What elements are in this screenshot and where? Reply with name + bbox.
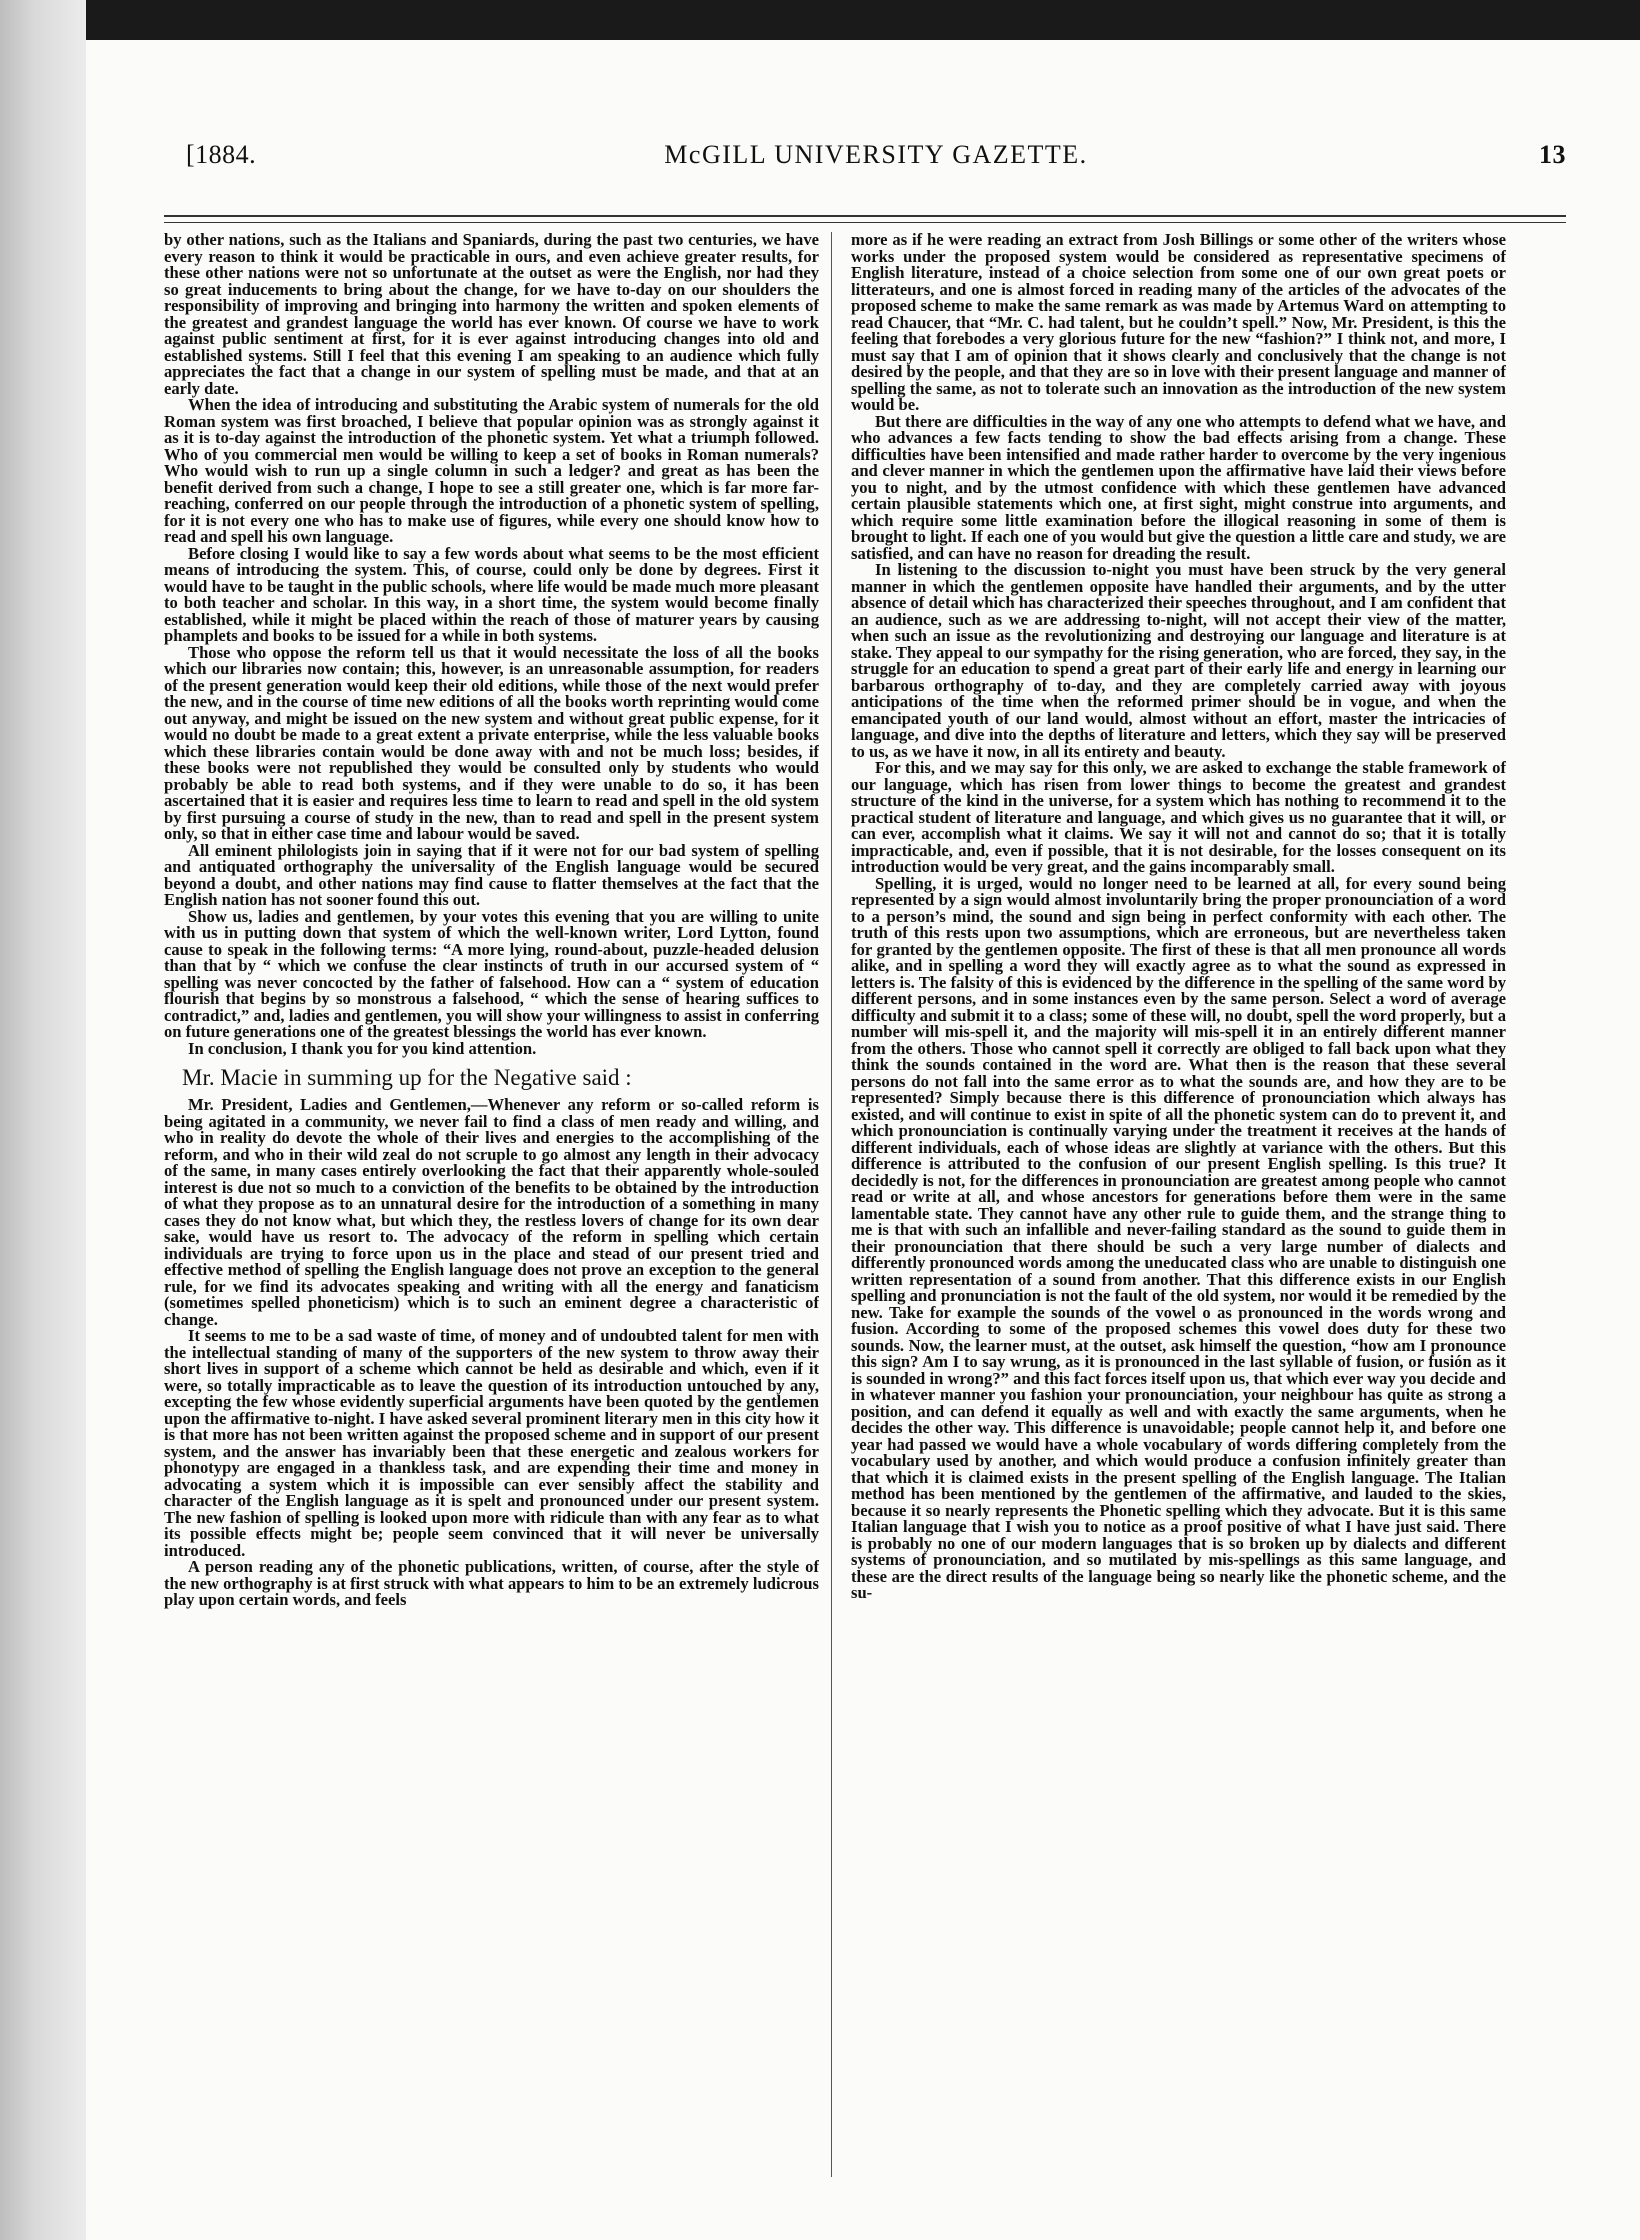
paragraph: In conclusion, I thank you for you kind attention. bbox=[188, 1038, 537, 1058]
paragraph: All eminent philologists join in saying that if it were not for our bad system of spelling and antiquated orthography the universality of the English language would be secured beyond a doubt, and other nations may find cause to flatter themselves at the fact that the English nation has not sooner found this out. bbox=[164, 840, 819, 909]
adjacent-page-edge bbox=[0, 0, 86, 2240]
paragraph: When the idea of introducing and substituting the Arabic system of numerals for the old Roman system was first broached, I believe that popular opinion was as strongly against it as it is to-day against the introduction of the phonetic system. Yet what a triumph followed. Who of you commercial men would be willing to keep a set of books in Roman numerals? Who would wish to run up a single column in such a ledger? and great as has been the benefit derived from such a change, I hope to see a still greater one, which is far more far-reaching, conferred on our people through the introduction of a phonetic system of spelling, for it is not every one who has to make use of figures, while every one should know how to read and spell his own language. bbox=[164, 395, 819, 546]
paragraph: Those who oppose the reform tell us that it would necessitate the loss of all the books which our libraries now contain; this, however, is an unreasonable assumption, for readers of the present generation would keep their old editions, while those of the next would prefer the new, and in the course of time new editions of all the books worth reprinting would come out anyway, and might be issued on the new system and without great public expense, for it would no doubt be made to a great extent a private enterprise, while the less valuable books which these libraries contain would be done away with and not be much loss; besides, if these books were not republished they would be consulted only by students who would probably be able to read both systems, and if they were unable to do so, it has been ascertained that it is easier and requires less time to learn to read and spell in the old system by first pursuing a course of study in the new, than to read and spell in the present system only, so that in either case time and labour would be saved. bbox=[164, 642, 819, 843]
gazette-page bbox=[86, 40, 1640, 2240]
column-divider bbox=[831, 232, 832, 2177]
paragraph: more as if he were reading an extract from Josh Billings or some other of the writers whose works under the proposed system would be considered as representative specimens of English literature, instead of a choice selection from some one of our own great poets or litterateurs, and one is almost forced in reading many of the articles of the advocates of the proposed scheme to make the same remark as was made by Artemus Ward on attempting to read Chaucer, that “Mr. C. had talent, but he couldn’t spell.” Now, Mr. President, is this the feeling that forebodes a very glorious future for the new “fashion?” I think not, and more, I must say that I am of opinion that it shows clearly and conclusively that the change is not desired by the people, and that they are so in love with their present language and manner of spelling the same, as not to tolerate such an innovation as the introduction of the new system would be. bbox=[851, 232, 1506, 414]
header-title: McGILL UNIVERSITY GAZETTE. bbox=[664, 140, 1088, 169]
header-year: [1884. bbox=[186, 140, 257, 169]
header-rule-thin bbox=[164, 222, 1566, 223]
paragraph: Spelling, it is urged, would no longer need to be learned at all, for every sound being represented by a sign would almost involuntarily bring the proper pronounciation of a word to a person’s mind, the sound and sign being in perfect conformity with each other. The truth of this rests upon two assumptions, which are erroneous, but are nevertheless taken for granted by the gentlemen opposite. The first of these is that all men pronounce all words alike, and in spelling a word they will exactly agree as to what the sound as expressed in letters is. The falsity of this is evidenced by the difference in the spelling of the same word by different persons, and in some instances even by the same person. Select a word of average difficulty and submit it to a class; some of these will, no doubt, spell the word properly, but a number will mis-spell it, and the majority will mis-spell it in an entirely different manner from the others. Those who cannot spell it correctly are obliged to fall back upon what they think the sounds contained in the word are. What then is the reason that these several persons do not fall into the same error as to what the sounds are, and how they are to be represented? Simply because there is this difference of pronounciation which always has existed, and will continue to exist in spite of all the phonetic system can do to prevent it, and which pronounciation is continually varying under the treatment it receives at the hands of different individuals, each of whose ideas are slightly at variance with the others. But this difference is attributed to the confusion of our present English spelling. Is this true? It decidedly is not, for the differences in pronounciation are greatest among people who cannot read or write at all, and whose ancestors for generations before them were in the same lamentable state. They cannot have any other rule to guide them, and the strange thing to me is that with such an infallible and never-failing standard as the sound to guide them in their pronounciation that there should be such a very large number of dialects and differently pronounced words among the uneducated class who are unable to distinguish one written representation of a sound from another. That this difference exists in our English spelling and pronunciation is not the fault of the old system, nor would it be remedied by the new. Take for example the sounds of the vowel o as pronounced in the words wrong and fusion. According to some of the proposed schemes this vowel does duty for these two sounds. Now, the learner must, at the outset, ask himself the question, “how am I pronounce this sign? Am I to say wrung, as it is pronounced in the last syllable of fusion, or fusión as it is sounded in wrong?” and this fact forces itself upon us, that which ever way you decide and in whatever manner you fashion your pronounciation, your neighbour has quite as strong a position, and can defend it equally as well and with exactly the same arguments, when he decides the other way. This difference is unavoidable; people cannot help it, and before one year had passed we would have a whole vocabulary of words differing completely from the vocabulary used by another, and which would produce a confusion infinitely greater than that which it is claimed exists in the present spelling of the English language. The Italian method has been mentioned by the gentlemen of the affirmative, and lauded to the skies, because it so nearly represents the Phonetic spelling which they advocate. But it is this same Italian language that I wish you to notice as a proof positive of what I have just said. There is probably no one of our modern languages that is so broken up by dialects and different systems of pronounciation, and so mutilated by mis-spellings as this same language, and these are the direct results of the language being so nearly like the phonetic scheme, and the su- bbox=[851, 873, 1506, 1602]
paragraph: Before closing I would like to say a few words about what seems to be the most efficient means of introducing the system. This, of course, could only be done by degrees. First it would have to be taught in the public schools, where life would be made much more pleasant to both teacher and scholar. In this way, in a short time, the system would become finally established, while it might be placed within the reach of those of maturer years by causing phamplets and books to be issued for a while in both systems. bbox=[164, 543, 819, 645]
right-column bbox=[851, 232, 1506, 2177]
paragraph: A person reading any of the phonetic publications, written, of course, after the style of the new orthography is at first struck with what appears to him to be an extremely ludicrous play upon certain words, and feels bbox=[164, 1557, 819, 1609]
page-number: 13 bbox=[1539, 140, 1566, 169]
paragraph: For this, and we may say for this only, we are asked to exchange the stable framework of our language, which has risen from lower things to become the greatest and grandest structure of the kind in the universe, for a system which has nothing to recommend it to the practical student of literature and language, and which gives us no guarantee that it will, or can ever, accomplish what it claims. We say it will not and cannot do so; that it is totally impracticable, and, even if possible, that it is not desirable, for the losses consequent on its introduction would be very great, and the gains incomparably small. bbox=[851, 758, 1506, 876]
page-header bbox=[186, 140, 1566, 190]
paragraph: It seems to me to be a sad waste of time, of money and of undoubted talent for men with the intellectual standing of many of the supporters of the new system to throw away their short lives in support of a scheme which cannot be held as desirable and which, even if it were, so totally impracticable as to leave the question of its introduction untouched by any, excepting the few whose evidently superficial arguments have been quoted by the gentlemen upon the affirmative to-night. I have asked several prominent literary men in this city how it is that more has not been written against the proposed scheme and in support of our present system, and the answer has invariably been that these energetic and zealous workers for phonotypy are engaged in a thankless task, and are expending their time and money in advocating a system which it is impossible can ever sensibly affect the stability and character of the English language as it is spelt and pronounced under our present system. The new fashion of spelling is looked upon more with ridicule than with any fear as to what its possible effects might be; people seem convinced that it will never be universally introduced. bbox=[164, 1326, 819, 1560]
paragraph: Mr. President, Ladies and Gentlemen,—Whenever any reform or so-called reform is being agitated in a community, we never fail to find a class of men ready and willing, and who in reality do devote the whole of their lives and energies to the accomplishing of the reform, and who in their wild zeal do not scruple to go almost any length in their advocacy of the same, in many cases entirely overlooking the fact that their apparently whole-souled interest is due not so much to a conviction of the benefits to be obtained by the introduction of what they propose as to an unnatural desire for the introduction of a something in many cases they do not know what, but which they, the restless lovers of change for its own dear sake, would have us resort to. The advocacy of the reform in spelling which certain individuals are trying to force upon us in the place and stead of our present tried and effective method of spelling the English language does not prove an exception to the general rule, for we find its advocates speaking and writing with all the energy and fanaticism (sometimes spelled phoneticism) which is to such an eminent degree a characteristic of change. bbox=[164, 1095, 819, 1329]
speaker-subheading: Mr. Macie in summing up for the Negative said : bbox=[182, 1065, 632, 1090]
paragraph: by other nations, such as the Italians and Spaniards, during the past two centuries, we have every reason to think it would be practicable in ours, and even achieve greater results, for these other nations were not so unfortunate at the outset as were the English, nor had they so great inducements to bring about the change, for we have to-day on our shoulders the responsibility of improving and bringing into harmony the written and spoken elements of the greatest and grandest language the world has ever known. Of course we have to work against public sentiment at first, for it is ever against introducing changes into old and established systems. Still I feel that this evening I am speaking to an audience which fully appreciates the fact that a change in our system of spelling must be made, and that at an early date. bbox=[164, 232, 819, 398]
header-rule-thick bbox=[164, 215, 1566, 217]
paragraph: In listening to the discussion to-night you must have been struck by the very general manner in which the gentlemen opposite have handled their arguments, and by the utter absence of detail which has characterized their speeches throughout, and I am confident that an audience, such as we are addressing to-night, will not accept their view of the matter, when such an issue as the revolutionizing and destroying our language and literature is at stake. They appeal to our sympathy for the rising generation, who are forced, they say, in the struggle for an education to spend a great part of their early life and energy in learning our barbarous orthography of to-day, and they are completely carried away with joyous anticipations of the time when the reformed primer should be in vogue, and when the emancipated youth of our land would, almost without an effort, master the intricacies of language, and dive into the depths of literature and letters, which they say will be preserved to us, as we have it now, in all its entirety and beauty. bbox=[851, 560, 1506, 761]
paragraph: But there are difficulties in the way of any one who attempts to defend what we have, and who advances a few facts tending to show the bad effects arising from a change. These difficulties have been intensified and made rather harder to overcome by the very ingenious and clever manner in which the gentlemen upon the affirmative have laid their views before you to night, and by the utmost confidence with which these gentlemen have advanced certain plausible statements which one, at first sight, might construe into arguments, and which require some little examination before the illogical reasoning in some of them is brought to light. If each one of you would but give the question a little care and study, we are satisfied, and can have no reason for dreading the result. bbox=[851, 411, 1506, 563]
left-column bbox=[164, 232, 819, 2177]
paragraph: Show us, ladies and gentlemen, by your votes this evening that you are willing to unite with us in putting down that system of which the well-known writer, Lord Lytton, found cause to speak in the following terms: “A more lying, round-about, puzzle-headed delusion than that by “ which we confuse the clear instincts of truth in our accursed system of “ spelling was never concocted by the father of falsehood. How can a “ system of education flourish that begins by so monstrous a falsehood, “ which the sense of hearing suffices to contradict,” and, ladies and gentlemen, you will show your willingness to assist in conferring on future generations one of the greatest blessings the world has ever known. bbox=[164, 906, 819, 1041]
